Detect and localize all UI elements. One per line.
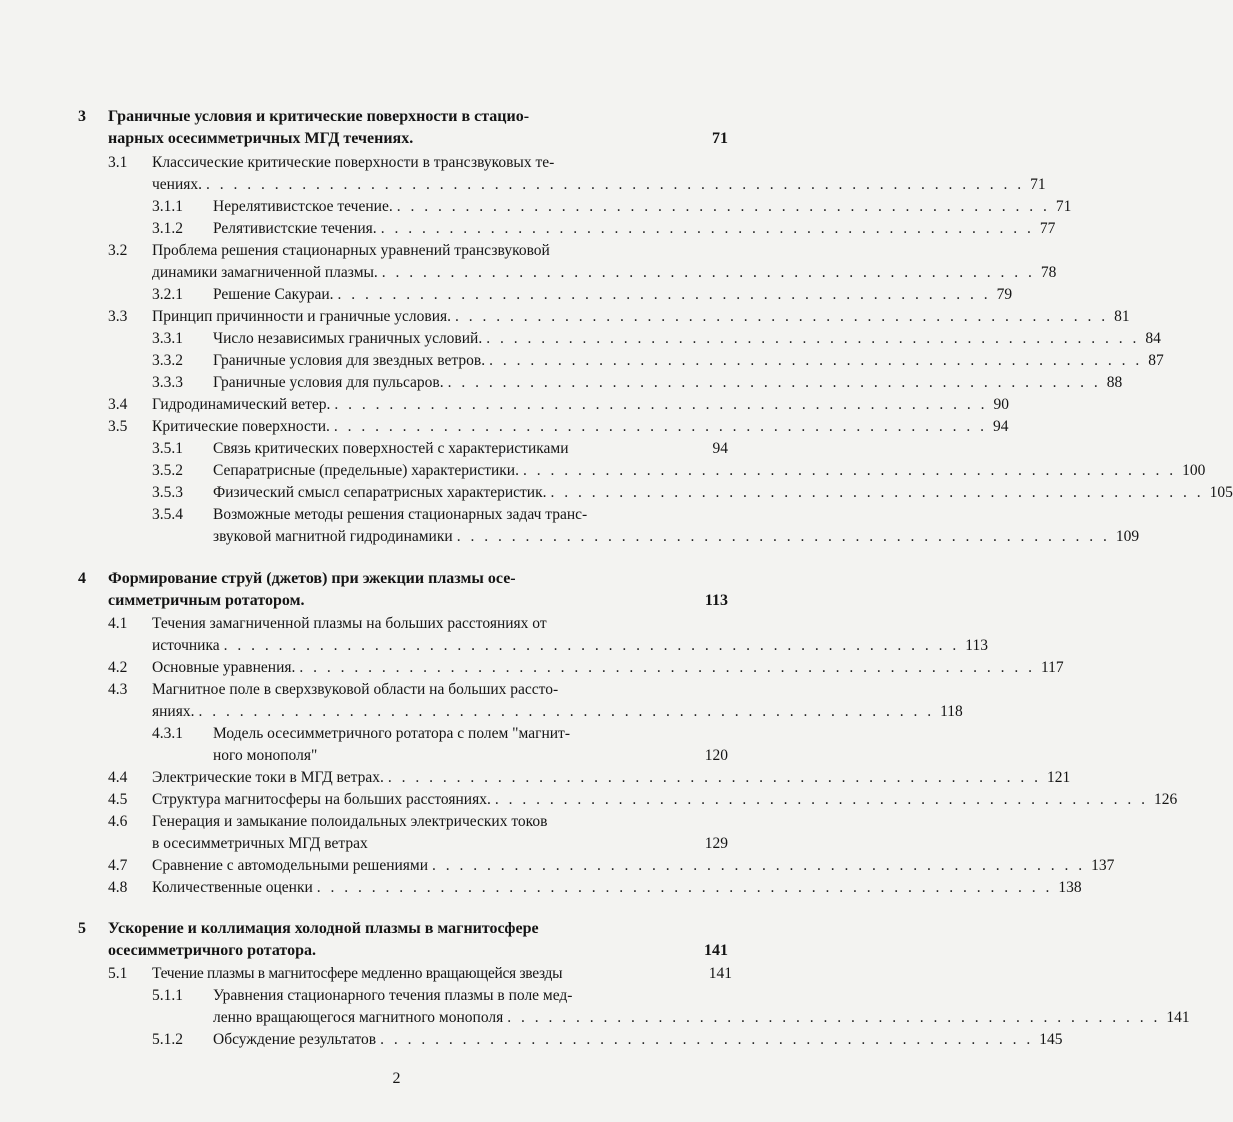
subsection-title: Нерелятивистское течение.	[213, 198, 393, 215]
dot-leader: . . . . . . . . . . . . . . . . . . . . . . . . . . . . . . . . . . . . . . . . . . . . . . . .	[381, 264, 1035, 281]
toc-entry	[108, 152, 728, 174]
subsection-title: Связь критических поверхностей с характеристиками	[213, 440, 569, 457]
subsection-title: Граничные условия для пульсаров.	[213, 374, 444, 391]
page-ref: 113	[965, 637, 988, 654]
dot-leader: . . . . . . . . . . . . . . . . . . . . . . . . . . . . . . . . . . . . . . . . . . . . . . . . . . . . . . . . . . . .	[206, 176, 1025, 193]
section-title: динамики замагниченной плазмы.	[152, 264, 378, 281]
toc-entry	[152, 504, 728, 526]
section-title: Классические критические поверхности в трансзвуковых те-	[152, 154, 555, 171]
subsection-title: Уравнения стационарного течения плазмы в поле мед-	[213, 987, 573, 1004]
subsection-number: 3.3.3	[152, 374, 183, 391]
page-ref: 126	[1153, 791, 1178, 808]
section-title: чениях.	[152, 176, 203, 193]
section-number: 3.5	[108, 418, 128, 435]
section-number: 4.3	[108, 681, 128, 698]
page-ref: 78	[1040, 264, 1057, 281]
subsection-number: 5.1.2	[152, 1031, 183, 1048]
section-title: источника	[152, 637, 220, 654]
chapter-title: Ускорение и коллимация холодной плазмы в магнитосфере	[108, 920, 539, 937]
toc-entry	[108, 240, 728, 262]
page-ref: 105	[1209, 484, 1233, 501]
section-number: 3.3	[108, 308, 128, 325]
toc-entry	[108, 767, 1071, 789]
subsection-title: Возможные методы решения стационарных задач транс-	[213, 506, 588, 523]
toc-entry	[152, 328, 1161, 350]
section-title: Основные уравнения.	[152, 659, 296, 676]
toc-entry	[213, 1007, 1190, 1029]
section-number: 4.2	[108, 659, 128, 676]
dot-leader: . . . . . . . . . . . . . . . . . . . . . . . . . . . . . . . . . . . . . . . . . . . . . . . .	[396, 198, 1050, 215]
page-ref: 129	[704, 835, 728, 852]
page-ref: 100	[1182, 462, 1206, 479]
page-ref: 113	[704, 592, 728, 609]
chapter-heading	[78, 918, 728, 940]
dot-leader: . . . . . . . . . . . . . . . . . . . . . . . . . . . . . . . . . . . . . . . . . . . . . . . . . . . . . .	[316, 879, 1053, 896]
toc-entry	[152, 284, 1013, 306]
toc-entry	[152, 218, 1056, 240]
toc-entry	[152, 196, 1072, 218]
page-ref: 121	[1047, 769, 1071, 786]
section-number: 3.4	[108, 396, 128, 413]
chapter-title: Формирование струй (джетов) при эжекции плазмы осе-	[108, 570, 516, 587]
subsection-number: 3.5.4	[152, 506, 183, 523]
toc-entry	[108, 657, 1064, 679]
page-ref: 118	[940, 703, 963, 720]
page-ref: 71	[1055, 198, 1072, 215]
subsection-title: Решение Сакураи.	[213, 286, 334, 303]
section-title: Магнитное поле в сверхзвуковой области на больших рассто-	[152, 681, 559, 698]
chapter-number: 3	[78, 108, 86, 125]
toc-entry	[108, 811, 728, 833]
page-ref: 77	[1039, 220, 1056, 237]
page-ref: 94	[712, 440, 728, 457]
chapter-title: осесимметричного ротатора.	[108, 942, 316, 959]
dot-leader: . . . . . . . . . . . . . . . . . . . . . . . . . . . . . . . . . . . . . . . . . . . . . . . .	[489, 352, 1143, 369]
dot-leader: . . . . . . . . . . . . . . . . . . . . . . . . . . . . . . . . . . . . . . . . . . . . . . . .	[522, 462, 1177, 479]
toc-entry	[213, 745, 728, 767]
dot-leader: . . . . . . . . . . . . . . . . . . . . . . . . . . . . . . . . . . . . . . . . . . . . . . . .	[333, 418, 988, 435]
subsection-title: Число независимых граничных условий.	[213, 330, 483, 347]
subsection-number: 3.1.2	[152, 220, 183, 237]
section-number: 4.6	[108, 813, 128, 830]
toc-entry	[152, 1029, 1063, 1051]
page-ref: 138	[1058, 879, 1082, 896]
toc-entry	[152, 174, 1046, 196]
toc-entry	[108, 679, 728, 701]
page-ref: 94	[993, 418, 1009, 435]
toc-entry	[108, 855, 1115, 877]
page-ref: 79	[996, 286, 1013, 303]
subsection-title: ного монополя"	[213, 747, 318, 764]
section-title: Сравнение с автомодельными решениями	[152, 857, 429, 874]
section-number: 4.8	[108, 879, 128, 896]
subsection-number: 3.5.1	[152, 440, 183, 457]
page-ref: 71	[1030, 176, 1046, 193]
page-ref: 117	[1041, 659, 1064, 676]
subsection-number: 5.1.1	[152, 987, 183, 1004]
toc-entry	[152, 635, 988, 657]
subsection-title: ленно вращающегося магнитного монополя	[213, 1009, 504, 1026]
dot-leader: . . . . . . . . . . . . . . . . . . . . . . . . . . . . . . . . . . . . . . . . . . . . . . . .	[380, 220, 1034, 237]
section-number: 4.5	[108, 791, 128, 808]
chapter-title: нарных осесимметричных МГД течениях.	[108, 130, 414, 147]
chapter-heading	[78, 106, 728, 128]
page-ref: 90	[993, 396, 1010, 413]
subsection-number: 3.1.1	[152, 198, 183, 215]
section-title: Электрические токи в МГД ветрах.	[152, 769, 384, 786]
dot-leader: . . . . . . . . . . . . . . . . . . . . . . . . . . . . . . . . . . . . . . . . . . . . . . . . . . . . . .	[198, 703, 935, 720]
section-title: Принцип причинности и граничные условия.	[152, 308, 452, 325]
section-title: Проблема решения стационарных уравнений трансзвуковой	[152, 242, 550, 259]
section-number: 3.1	[108, 154, 128, 171]
chapter-title: симметричным ротатором.	[108, 592, 305, 609]
subsection-number: 3.3.1	[152, 330, 183, 347]
section-title: Количественные оценки	[152, 879, 313, 896]
dot-leader: . . . . . . . . . . . . . . . . . . . . . . . . . . . . . . . . . . . . . . . . . . . . . . . .	[432, 857, 1086, 874]
page-ref: 145	[1039, 1031, 1063, 1048]
subsection-number: 3.5.2	[152, 462, 183, 479]
toc-entry	[108, 394, 1010, 416]
toc-entry	[152, 372, 1123, 394]
dot-leader: . . . . . . . . . . . . . . . . . . . . . . . . . . . . . . . . . . . . . . . . . . . . . . . .	[486, 330, 1140, 347]
toc-entry	[108, 613, 728, 635]
toc-entry	[213, 526, 1140, 548]
toc-entry	[152, 833, 728, 855]
page-ref: 120	[704, 747, 728, 764]
page-ref: 141	[708, 965, 732, 982]
toc-entry	[108, 789, 1178, 811]
page-ref: 141	[704, 942, 728, 959]
chapter-heading	[108, 940, 728, 962]
toc-entry	[152, 701, 963, 723]
chapter-title: Граничные условия и критические поверхности в стацио-	[108, 108, 530, 125]
dot-leader: . . . . . . . . . . . . . . . . . . . . . . . . . . . . . . . . . . . . . . . . . . . . . . . . . . . . . .	[223, 637, 960, 654]
dot-leader: . . . . . . . . . . . . . . . . . . . . . . . . . . . . . . . . . . . . . . . . . . . . . . . .	[337, 286, 991, 303]
page-ref: 81	[1114, 308, 1130, 325]
dot-leader: . . . . . . . . . . . . . . . . . . . . . . . . . . . . . . . . . . . . . . . . . . . . . . . .	[387, 769, 1041, 786]
section-title: Критические поверхности.	[152, 418, 330, 435]
toc-entry	[152, 350, 1164, 372]
section-number: 4.1	[108, 615, 128, 632]
section-title: Течения замагниченной плазмы на больших расстояниях от	[152, 615, 547, 632]
section-number: 5.1	[108, 965, 128, 982]
toc-entry	[152, 723, 728, 745]
toc-entry	[108, 306, 1130, 328]
section-title: Генерация и замыкание полоидальных электрических токов	[152, 813, 548, 830]
page-number: 2	[392, 1070, 401, 1087]
chapter-heading	[108, 590, 728, 612]
chapter-number: 4	[78, 570, 86, 587]
dot-leader: . . . . . . . . . . . . . . . . . . . . . . . . . . . . . . . . . . . . . . . . . . . . . . . .	[550, 484, 1204, 501]
toc-entry	[108, 416, 1009, 438]
dot-leader: . . . . . . . . . . . . . . . . . . . . . . . . . . . . . . . . . . . . . . . . . . . . . . . .	[380, 1031, 1034, 1048]
dot-leader: . . . . . . . . . . . . . . . . . . . . . . . . . . . . . . . . . . . . . . . . . . . . . . . .	[494, 791, 1148, 808]
section-title: Гидродинамический ветер.	[152, 396, 331, 413]
page-ref: 84	[1145, 330, 1161, 347]
page-ref: 137	[1091, 857, 1115, 874]
subsection-number: 4.3.1	[152, 725, 183, 742]
subsection-title: Сепаратрисные (предельные) характеристики.	[213, 462, 519, 479]
toc-entry	[152, 482, 1233, 504]
subsection-title: Обсуждение результатов	[213, 1031, 377, 1048]
chapter-number: 5	[78, 920, 86, 937]
subsection-title: Граничные условия для звездных ветров.	[213, 352, 486, 369]
toc-entry	[152, 438, 728, 460]
dot-leader: . . . . . . . . . . . . . . . . . . . . . . . . . . . . . . . . . . . . . . . . . . . . . . . . . . . . . .	[299, 659, 1035, 676]
section-number: 4.7	[108, 857, 128, 874]
dot-leader: . . . . . . . . . . . . . . . . . . . . . . . . . . . . . . . . . . . . . . . . . . . . . . . .	[334, 396, 988, 413]
subsection-title: Релятивистские течения.	[213, 220, 377, 237]
section-number: 4.4	[108, 769, 128, 786]
subsection-title: Физический смысл сепаратрисных характеристик.	[213, 484, 547, 501]
chapter-heading	[78, 568, 728, 590]
page-ref: 71	[712, 130, 728, 147]
section-title: яниях.	[152, 703, 195, 720]
toc-entry	[108, 877, 1082, 899]
toc-entry	[152, 460, 1206, 482]
dot-leader: . . . . . . . . . . . . . . . . . . . . . . . . . . . . . . . . . . . . . . . . . . . . . . . .	[456, 528, 1110, 545]
dot-leader: . . . . . . . . . . . . . . . . . . . . . . . . . . . . . . . . . . . . . . . . . . . . . . . .	[447, 374, 1101, 391]
toc-entry	[108, 963, 732, 985]
dot-leader: . . . . . . . . . . . . . . . . . . . . . . . . . . . . . . . . . . . . . . . . . . . . . . . .	[507, 1009, 1161, 1026]
subsection-number: 3.3.2	[152, 352, 183, 369]
section-title: в осесимметричных МГД ветрах	[152, 835, 368, 852]
toc-entry	[152, 985, 728, 1007]
toc-entry	[152, 262, 1057, 284]
chapter-heading	[108, 128, 728, 150]
subsection-title: Модель осесимметричного ротатора с полем "магнит-	[213, 725, 570, 742]
page-ref: 87	[1148, 352, 1164, 369]
section-title: Течение плазмы в магнитосфере медленно вращающейся звезды	[152, 965, 563, 982]
section-number: 3.2	[108, 242, 128, 259]
page-ref: 141	[1166, 1009, 1190, 1026]
dot-leader: . . . . . . . . . . . . . . . . . . . . . . . . . . . . . . . . . . . . . . . . . . . . . . . .	[455, 308, 1109, 325]
page-ref: 88	[1106, 374, 1123, 391]
page-ref: 109	[1115, 528, 1140, 545]
subsection-number: 3.5.3	[152, 484, 183, 501]
section-title: Структура магнитосферы на больших расстояниях.	[152, 791, 491, 808]
subsection-title: звуковой магнитной гидродинамики	[213, 528, 453, 545]
subsection-number: 3.2.1	[152, 286, 183, 303]
